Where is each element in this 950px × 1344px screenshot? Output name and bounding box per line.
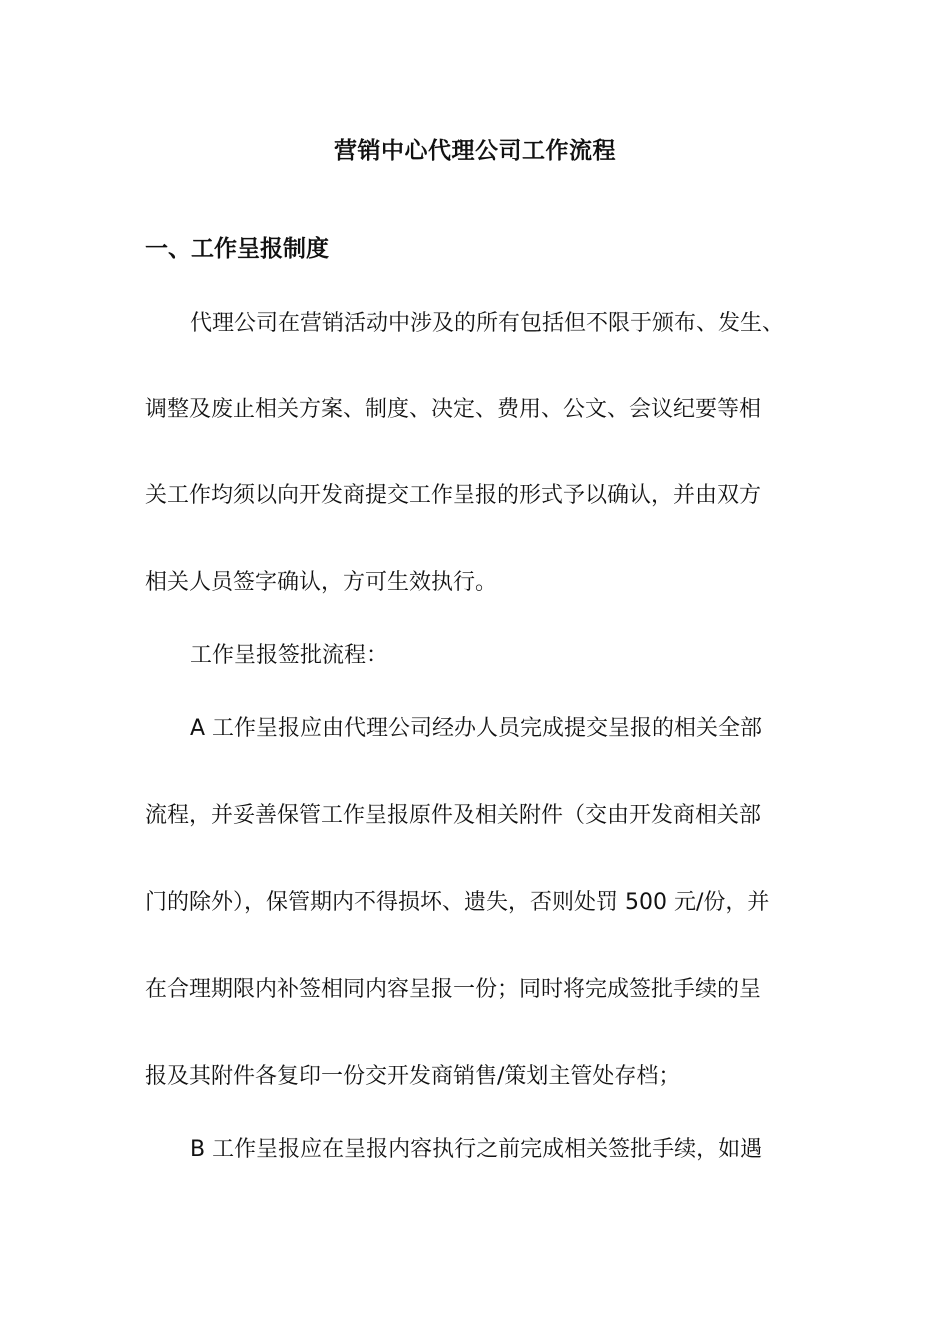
- paragraph-line: 相关人员签字确认，方可生效执行。: [145, 570, 498, 595]
- paragraph-line: 工作呈报签批流程：: [190, 643, 389, 668]
- paragraph-line: 在合理期限内补签相同内容呈报一份；同时将完成签批手续的呈: [145, 977, 762, 1002]
- paragraph-line: 流程，并妥善保管工作呈报原件及相关附件（交由开发商相关部: [145, 803, 762, 828]
- paragraph-line: A 工作呈报应由代理公司经办人员完成提交呈报的相关全部: [190, 716, 763, 741]
- paragraph-line: 调整及废止相关方案、制度、决定、费用、公文、会议纪要等相: [145, 397, 762, 422]
- section-heading: 一、工作呈报制度: [145, 236, 329, 262]
- document-title: 营销中心代理公司工作流程: [334, 138, 616, 164]
- paragraph-line: 报及其附件各复印一份交开发商销售/策划主管处存档；: [145, 1064, 681, 1089]
- paragraph-line: B 工作呈报应在呈报内容执行之前完成相关签批手续，如遇: [190, 1137, 763, 1162]
- paragraph-line: 关工作均须以向开发商提交工作呈报的形式予以确认，并由双方: [145, 483, 762, 508]
- paragraph-line: 门的除外），保管期内不得损坏、遗失，否则处罚 500 元/份，并: [145, 890, 770, 915]
- paragraph-line: 代理公司在营销活动中涉及的所有包括但不限于颁布、发生、: [190, 311, 785, 336]
